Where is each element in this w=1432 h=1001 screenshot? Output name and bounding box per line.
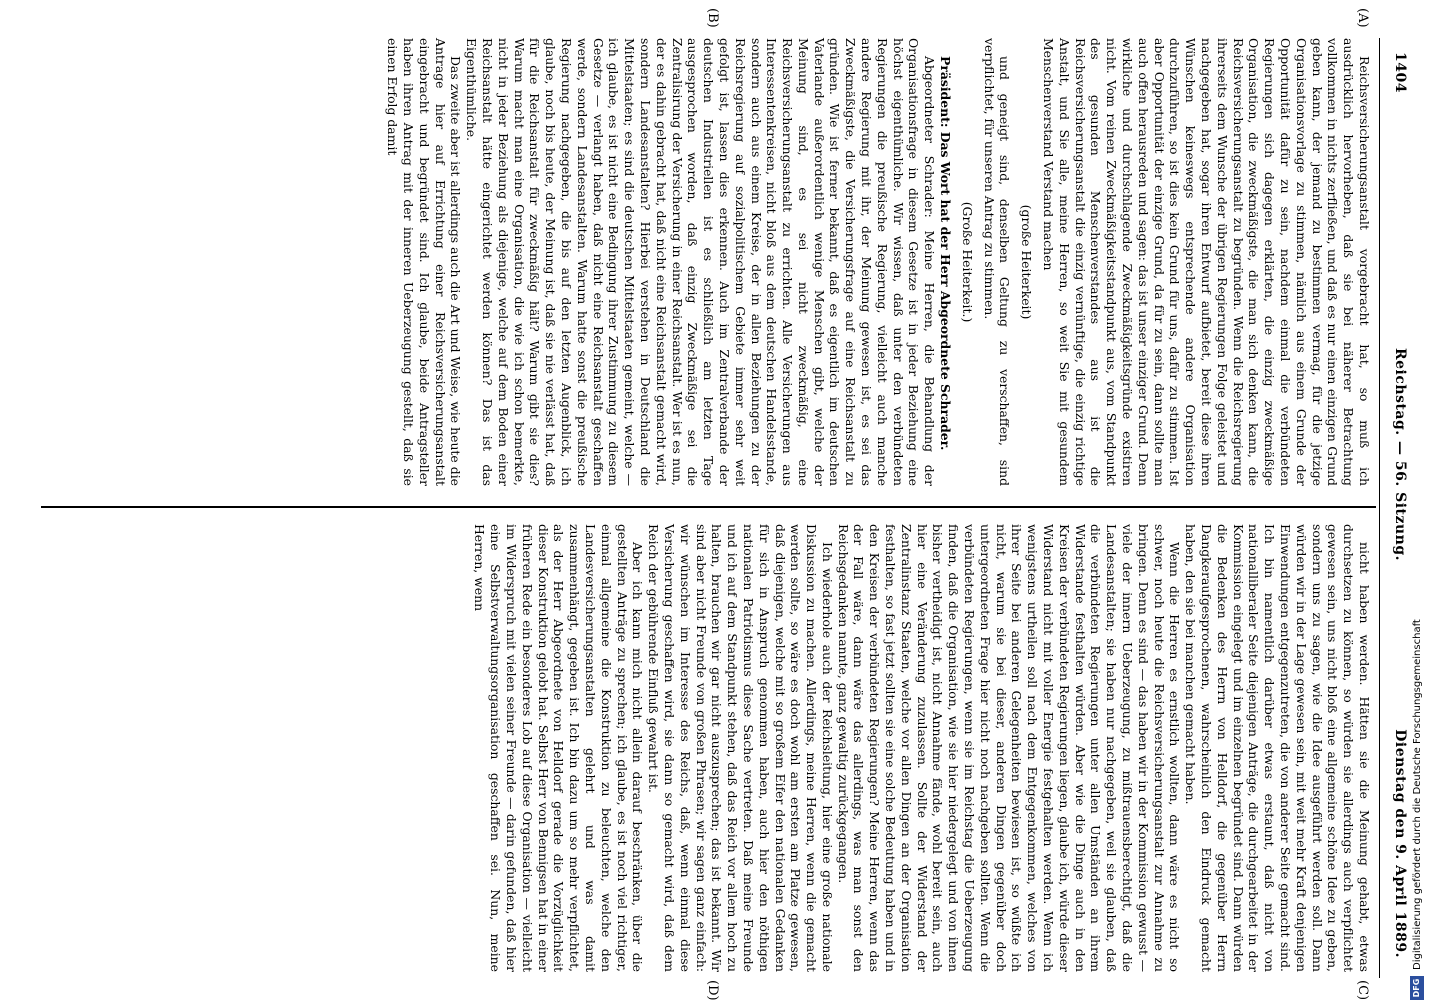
session-title: Reichstag. — 56. Sitzung.: [1392, 348, 1408, 561]
digitization-credit: [1410, 0, 1424, 1000]
remark: (Große Heiterkeit.): [959, 201, 975, 323]
paragraph: Aber ich kann mich nicht allein darauf beschränken, über die gestellten Anträge zu sprechen; ich glaube, es ist noch viel richtiger, einmal allgemeine die Konstruktion zu beleuchten, welche den Landesversicherungsanstalten gelehrt und was damit zusammenhängt, gegeben ist. Ich bin dazu um so mehr verpflichtet, als der Herr Abgeordnete von Helldorf gerade die Vorzüglichkeit dieser Konstruktion gelobt hat. Selbst Herr von Bennigsen hat in einer früheren Rede ein besonderes Lob auf diese Organisation — vielleicht im Widerspruch mit vielen seiner Freunde — darin gefunden, daß hier eine Selbstverwaltungsorganisation geschaffen sei. Nun, meine Herren, wenn: [472, 524, 646, 972]
header-rule: [1379, 38, 1380, 978]
paragraph: Ich wiederhole auch der Reichsleitung, hier eine große nationale Diskussion zu machen. Allerdings, meine Herren, wenn die gemacht werden sollte, so wäre es doch wohl am ersten am Platze gewesen, daß diejenigen, welche mit so großem Eifer den nationalen Gedanken für sich in Anspruch genommen haben, auch hier den nöthigen nationalen Patriotismus diese Sache vertreten. Daß meine Freunde und ich auf dem Standpunkt stehen, daß das Reich vor allem hoch zu halten, brauchen wir gar nicht auszusprechen; das ist bekannt. Wir sind aber nicht Freunde von großen Phrasen; wir sagen ganz einfach: wir wünschen im Interesse des Reichs, daß, wenn einmal diese Versicherung geschaffen wird, sie dann so gemacht wird, daß dem Reich der gebührende Einfluß gewahrt ist.: [646, 524, 835, 972]
page-number: 1404: [1392, 52, 1408, 93]
left-column: [384, 38, 1372, 486]
margin-mark-d: (D): [705, 980, 720, 1001]
right-column: [472, 524, 1372, 972]
dfg-logo: DFG: [1410, 976, 1424, 1000]
session-date: Dienstag den 9. April 1889.: [1392, 729, 1408, 958]
column-divider: [41, 506, 1376, 508]
paragraph: Abgeordneter Schrader: Meine Herren, die Behandlung der Organisationsfrage in diesem Gesetze ist in jeder Beziehung eine höchst eigenthümliche. Wir wissen, daß unter den verbündeten Regierungen die preußische Regierung, vielleicht auch manche andere Regierung mit ihr, der Meinung gewesen ist, es sei das Zweckmäßigste, die Versicherungsfrage auf eine Reichsanstalt zu gründen. Wie ist ferner bekannt, daß es eigentlich im deutschen Vaterlande außerordentlich wenige Menschen gibt, welche der Meinung sind, es sei nicht zweckmäßig, eine Reichsversicherungsanstalt zu errichten. Alle Versicherungen aus Interessentenkreisen, nicht bloß aus dem deutschen Handelsstande, sondern auch aus einem Kreise, der in allen Beziehungen zu der Reichsregierung auf sozialpolitischem Gebiete immer sehr weit gefolgt ist, lassen dies erkennen. Auch im Zentralverbande der deutschen Industriellen ist es schließlich am letzten Tage ausgesprochen worden, daß einzig Zweckmäßige sei die Zentralisirung der Versicherung in einer Reichsanstalt. Wer ist es nun, der es dahin gebracht hat, daß nicht eine Reichsanstalt gemacht wird, sondern Landesanstalten? Hierbei verstehen in Deutschland die Mittelstaaten; es sind die deutschen Mittelstaaten gemeint, welche — ich glaube, es ist nicht eine Bedingung ihrer Zustimmung zu diesem Gesetze — verlangt haben, daß nicht eine Reichsanstalt geschaffen werde, sondern Landesanstalten. Warum hatte sonst die preußische Regierung nachgegeben, die bis auf den letzten Augenblick, ich glaube, noch bis heute, der Meinung ist, daß sie nie verlässt hat, daß für die Reichsanstalt für zweckmäßig hält? Warum gibt sie dies? Warum macht man eine Organisation, die wie ich schon bemerkte, nicht in jeder Beziehung als diejenige, welche auf dem Boden einer Reichsanstalt hätte eingerichtet werden können? Das ist das Eigenthümliche.: [464, 38, 938, 486]
remark: (große Heiterkeit): [1019, 204, 1035, 320]
margin-mark-a: (A): [1355, 8, 1370, 28]
margin-mark-b: (B): [705, 8, 720, 28]
paragraph: und geneigt sind, denselben Geltung zu verschaffen, sind verpflichtet, für unseren Antrag zu stimmen.: [981, 38, 1013, 486]
paragraph: nicht haben werden. Hätten sie die Meinung gehabt, etwas durchsetzen zu können, so würden sie allerdings auch verpflichtet gewesen sein, uns nicht bloß eine allgemeine schöne Idee zu geben, sondern uns zu sagen, wie die Idee ausgeführt werden soll. Dann würden wir in der Lage gewesen sein, mit weit mehr Kraft denjenigen Einwendungen entgegenzutreten, die von anderer Seite gemacht sind. Ich bin namentlich darüber etwas erstaunt, daß nicht von nationalliberaler Seite diejenigen Anträge, die durchgearbeitet in der Kommission eingelegt und im einzelnen begründet sind. Dann würden die Bedenken des Herrn von Helldorf, die gegenüber Herrn Dangkeraufgesprochenen, wahrscheinlich den Eindruck gemacht haben, den sie bei manchen gemacht haben.: [1183, 524, 1372, 972]
paragraph: Das zweite aber ist allerdings auch die Art und Weise, wie heute die Antrage hier auf Errichtung einer Reichsversicherungsanstalt eingebracht und begründet sind. Ich glaube, beide Antragsteller haben ihren Antrag mit der inneren Ueberzeugung gestellt, daß sie einen Erfolg damit: [385, 38, 464, 486]
margin-mark-c: (C): [1355, 980, 1370, 1001]
paragraph: Wenn die Herren es ernstlich wollten, dann wäre es nicht so schwer, noch heute die Reichsversicherungsanstalt zur Annahme zu bringen. Denn es sind — das haben wir in der Kommission gewusst — viele der innern Ueberzeugung, zu mißtrauensberechtigt, daß die Landesanstalten; sie haben nur nachgegeben, weil sie glauben, daß die verbündeten Regierungen unter allen Umständen an ihrem Widerstande festhalten würden. Aber wie die Dinge auch in den Kreisen der verbündeten Regierungen liegen, glaube ich, würde dieser Widerstand nicht mit voller Energie festgehalten werden. Wenn ich wenigstens urtheilen soll nach dem Entgegenkommen, welches von ihrer Seite bei anderen Gelegenheiten bewiesen ist, so wüßte ich nicht, warum sie bei dieser, anderen Dingen gegenüber doch untergeordneten Frage hier nicht noch nachgeben sollten. Wenn die verbündeten Regierungen, wenn sie im Reichstag die Ueberzeugung finden, daß die Organisation, wie sie hier niedergelegt und von ihnen bisher vertheidigt ist, nicht Annahme fände, wohl bereit sein, auch hier eine Veränderung zuzulassen. Sollte der Widerstand der Zentralinstanz Staaten, welche vor allen Dingen an der Organisation festhalten, so fast jetzt sollten sie eine solche Bedeutung haben und in den Kreisen der verbündeten Regierungen? Meine Herren, wenn das der Fall wäre, dann wäre das allerdings, was man sonst den Reichsgedanken nannte, ganz gewaltig zurückgegangen.: [835, 524, 1183, 972]
page-header: [1384, 38, 1412, 978]
credit-text: Digitalisierung gefördert durch die Deutsche Forschungsgemeinschaft: [1411, 619, 1423, 970]
paragraph: Reichsversicherungsanstalt vorgebracht hat, so muß ich ausdrücklich hervorheben, daß sie bei näherer Betrachtung vollkommen in nichts zerfließen, und daß es nur einen einzigen Grund geben kann, der jemand zu bestimmen vermag, für die jetzige Organisationsvorlage zu stimmen, nämlich aus einem Grunde der Opportunität dafür zu sein, nachdem einmal die verbündeten Regierungen sich dagegen erklärten, die einzig zweckmäßige Organisation, die zweckmäßigste, die man sich denken kann, die Reichsversicherungsanstalt zu begründen. Wenn die Reichsregierung ihrerseits dem Wunsche der übrigen Regierungen Folge geleistet und nachgegeben hat, sogar ihren Entwurf aufbietet, bereit diese ihren Wünschen keineswegs entsprechende andere Organisation durchzuführen, so ist dies kein Grund für uns, dafür zu stimmen. Ist aber Opportunität der einzige Grund, da für zu sein, dann sollte man auch offen herausreden und sagen: das ist unser einziger Grund. Denn wirkliche und durchschlagende Zweckmäßigkeitsgründe existiren nicht. Vom reinen Zweckmäßigkeitsstandpunkt aus, vom Standpunkt des gesunden Menschenverstandes aus ist die Reichsversicherungsanstalt die einzig vernünftige, die einzig richtige Anstalt, und Sie alle, meine Herren, so weit Sie mit gesundem Menschenverstand Verstand machen: [1041, 38, 1372, 486]
president-remark: Präsident: Das Wort hat der Herr Abgeordnete Schrader.: [938, 56, 954, 451]
